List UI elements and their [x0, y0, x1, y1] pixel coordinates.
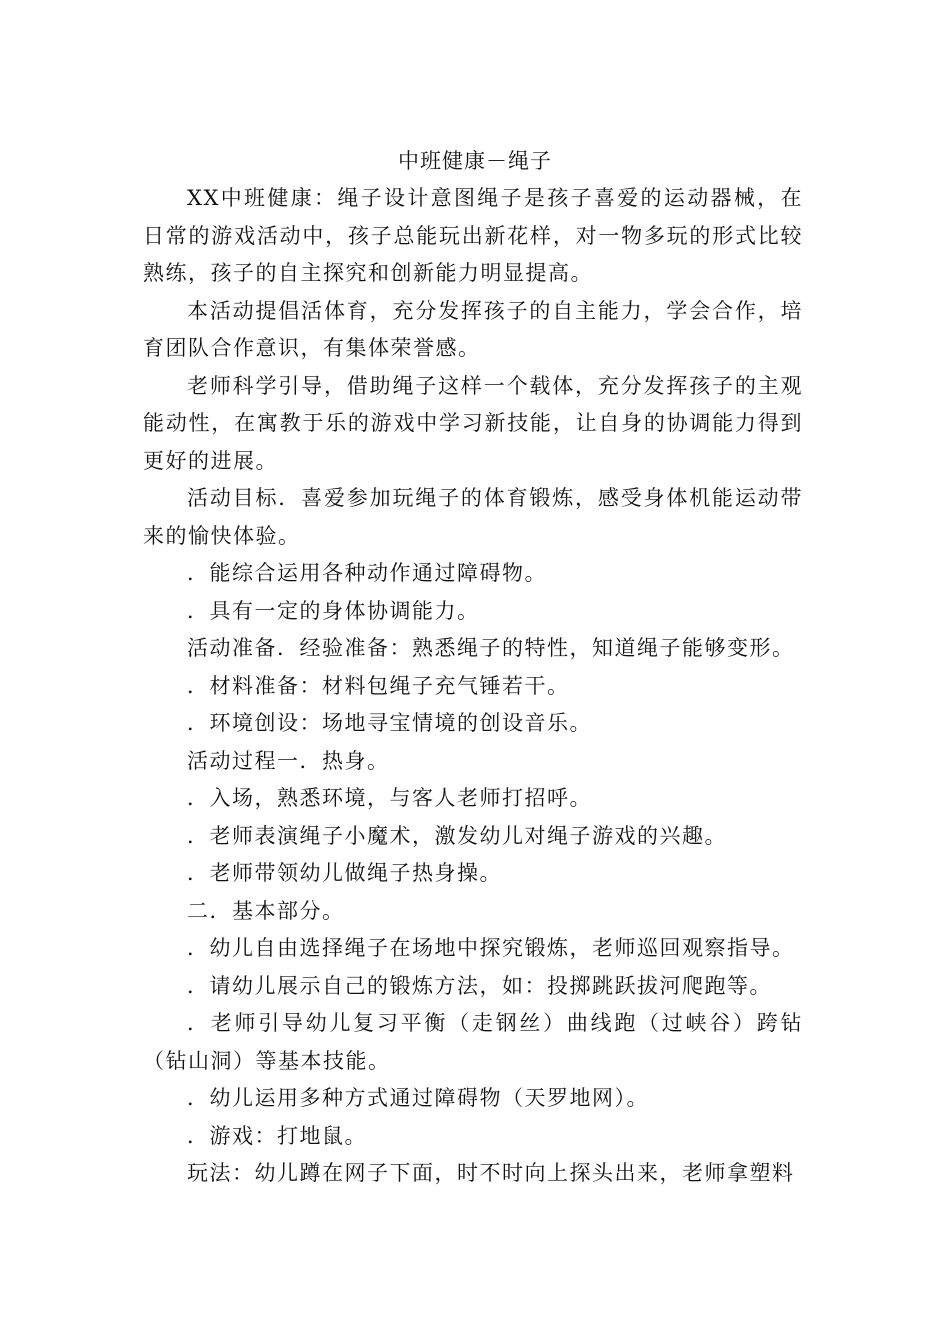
paragraph: 二．基本部分。 [187, 898, 345, 923]
document-body [143, 180, 803, 1193]
paragraph: ．环境创设：场地寻宝情境的创设音乐。 [187, 711, 592, 735]
paragraph: ．游戏：打地鼠。 [187, 1123, 367, 1148]
paragraph: ．老师带领幼儿做绳子热身操。 [187, 861, 502, 885]
paragraph: ．材料准备：材料包绳子充气锤若干。 [187, 673, 570, 698]
paragraph: ．请幼儿展示自己的锻炼方法，如：投掷跳跃拔河爬跑等。 [187, 973, 772, 998]
paragraph: ．幼儿自由选择绳子在场地中探究锻炼，老师巡回观察指导。 [187, 936, 795, 960]
paragraph: 玩法：幼儿蹲在网子下面，时不时向上探头出来，老师拿塑料 [187, 1161, 795, 1185]
paragraph: ．入场，熟悉环境，与客人老师打招呼。 [187, 786, 592, 810]
paragraph: 活动目标．喜爱参加玩绳子的体育锻炼，感受身体机能运动带来的愉快体验。 [143, 486, 803, 548]
paragraph: 活动准备．经验准备：熟悉绳子的特性，知道绳子能够变形。 [187, 636, 795, 660]
paragraph: ．老师引导幼儿复习平衡（走钢丝）曲线跑（过峡谷）跨钻（钻山洞）等基本技能。 [143, 1011, 803, 1073]
paragraph: ．能综合运用各种动作通过障碍物。 [187, 561, 547, 585]
document-title: 中班健康－绳子 [398, 149, 552, 173]
paragraph: ．老师表演绳子小魔术，激发幼儿对绳子游戏的兴趣。 [187, 823, 727, 848]
paragraph: ．具有一定的身体协调能力。 [187, 598, 480, 623]
paragraph: 活动过程一．热身。 [187, 748, 390, 773]
paragraph: ．幼儿运用多种方式通过障碍物（天罗地网）。 [187, 1086, 649, 1110]
paragraph: XX中班健康：绳子设计意图绳子是孩子喜爱的运动器械，在日常的游戏活动中，孩子总能玩出新花样，对一物多玩的形式比较熟练，孩子的自主探究和创新能力明显提高。 [143, 186, 803, 285]
paragraph: 老师科学引导，借助绳子这样一个载体，充分发挥孩子的主观能动性，在寓教于乐的游戏中学习新技能，让自身的协调能力得到更好的进展。 [143, 373, 803, 473]
paragraph: 本活动提倡活体育，充分发挥孩子的自主能力，学会合作，培育团队合作意识，有集体荣誉感。 [143, 298, 803, 360]
